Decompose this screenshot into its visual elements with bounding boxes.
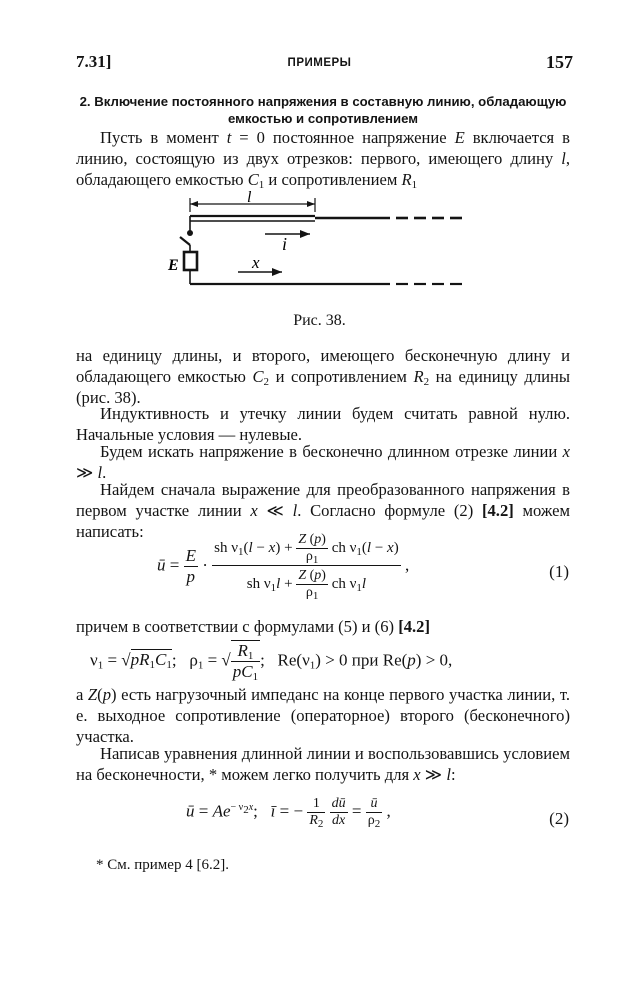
footnote: * См. пример 4 [6.2]. bbox=[96, 857, 229, 873]
header-section-ref: 7.31] bbox=[76, 52, 112, 71]
voltage-source-box bbox=[184, 252, 197, 270]
figure-caption: Рис. 38. bbox=[293, 312, 346, 329]
label-x: x bbox=[252, 253, 260, 272]
equation-nu-rho: $\nu_1 = √pR_1C_1$; $\rho_1$ = √ $\frac{R_1}{pC_1}$ ; $Re(\nu_1) > 0$ при Re(p) > 0, bbox=[90, 641, 453, 683]
paragraph-assumptions: Индуктивность и утечку линии будем считать равной нулю. Начальные условия — нулевые. bbox=[76, 404, 570, 444]
section-title: 2. Включение постоянного напряжения в составную линию, обладающую емкостью и сопротивлением bbox=[79, 94, 567, 126]
paragraph-intro: Пусть в момент t = 0 постоянное напряжение E включается в линию, состоящую из двух отрезков: первого, имеющего длину l, обладающего емкостью $C_1$ и сопротивлением $R_1$ bbox=[76, 128, 570, 191]
paragraph-search: Будем искать напряжение в бесконечно длинном отрезке линии x ≫ l. bbox=[76, 442, 570, 482]
paragraph-formulas-ref: причем в соответствии с формулами (5) и (6) [4.2] bbox=[76, 617, 430, 636]
equation-1-number: (1) bbox=[549, 562, 569, 581]
label-i: i bbox=[282, 234, 288, 254]
paragraph-impedance: а Z(p) есть нагрузочный импеданс на конце первого участка линии, т. е. выходное сопротивление (операторное) второго (бесконечного) участка. bbox=[76, 685, 570, 746]
label-E: E bbox=[168, 257, 179, 274]
switch-contact bbox=[187, 230, 193, 236]
equation-2-number: (2) bbox=[549, 809, 569, 828]
switch-blade bbox=[180, 237, 190, 245]
figure-38-line-diagram bbox=[150, 190, 480, 300]
paragraph-first-part: Найдем сначала выражение для преобразованного напряжения в первом участке линии x ≪ l. Согласно формуле (2) [4.2] можем написать: bbox=[76, 480, 570, 541]
label-l: l bbox=[247, 190, 252, 206]
header-title: ПРИМЕРЫ bbox=[287, 57, 352, 69]
page-number: 157 bbox=[546, 52, 573, 72]
paragraph-long-line: Написав уравнения длинной линии и воспользовавшись условием на бесконечности, * можем легко получить для x ≫ l: bbox=[76, 744, 570, 784]
equation-1: ū = $\frac{E}{p}$ · sh $\nu_1(l - x)$ + $\frac{Z (p)}{\rho_1}$ ch $\nu_1(l - x)$ sh $\nu_1l$ + $\frac{Z (p)}{\rho_1}$ ch $\nu_1l$ , bbox=[157, 532, 410, 602]
equation-2: ū = $Ae^{- \nu_2x}$; ī = − $\frac{1}{R_2}$ $\frac{dū}{dx}$ = $\frac{ū}{\rho_2}$ , bbox=[186, 796, 391, 830]
paragraph-second-segment: на единицу длины, и второго, имеющего бесконечную длину и обладающего емкостью $C_2$ и сопротивлением $R_2$ на единицу длины (рис. 38). bbox=[76, 346, 571, 407]
